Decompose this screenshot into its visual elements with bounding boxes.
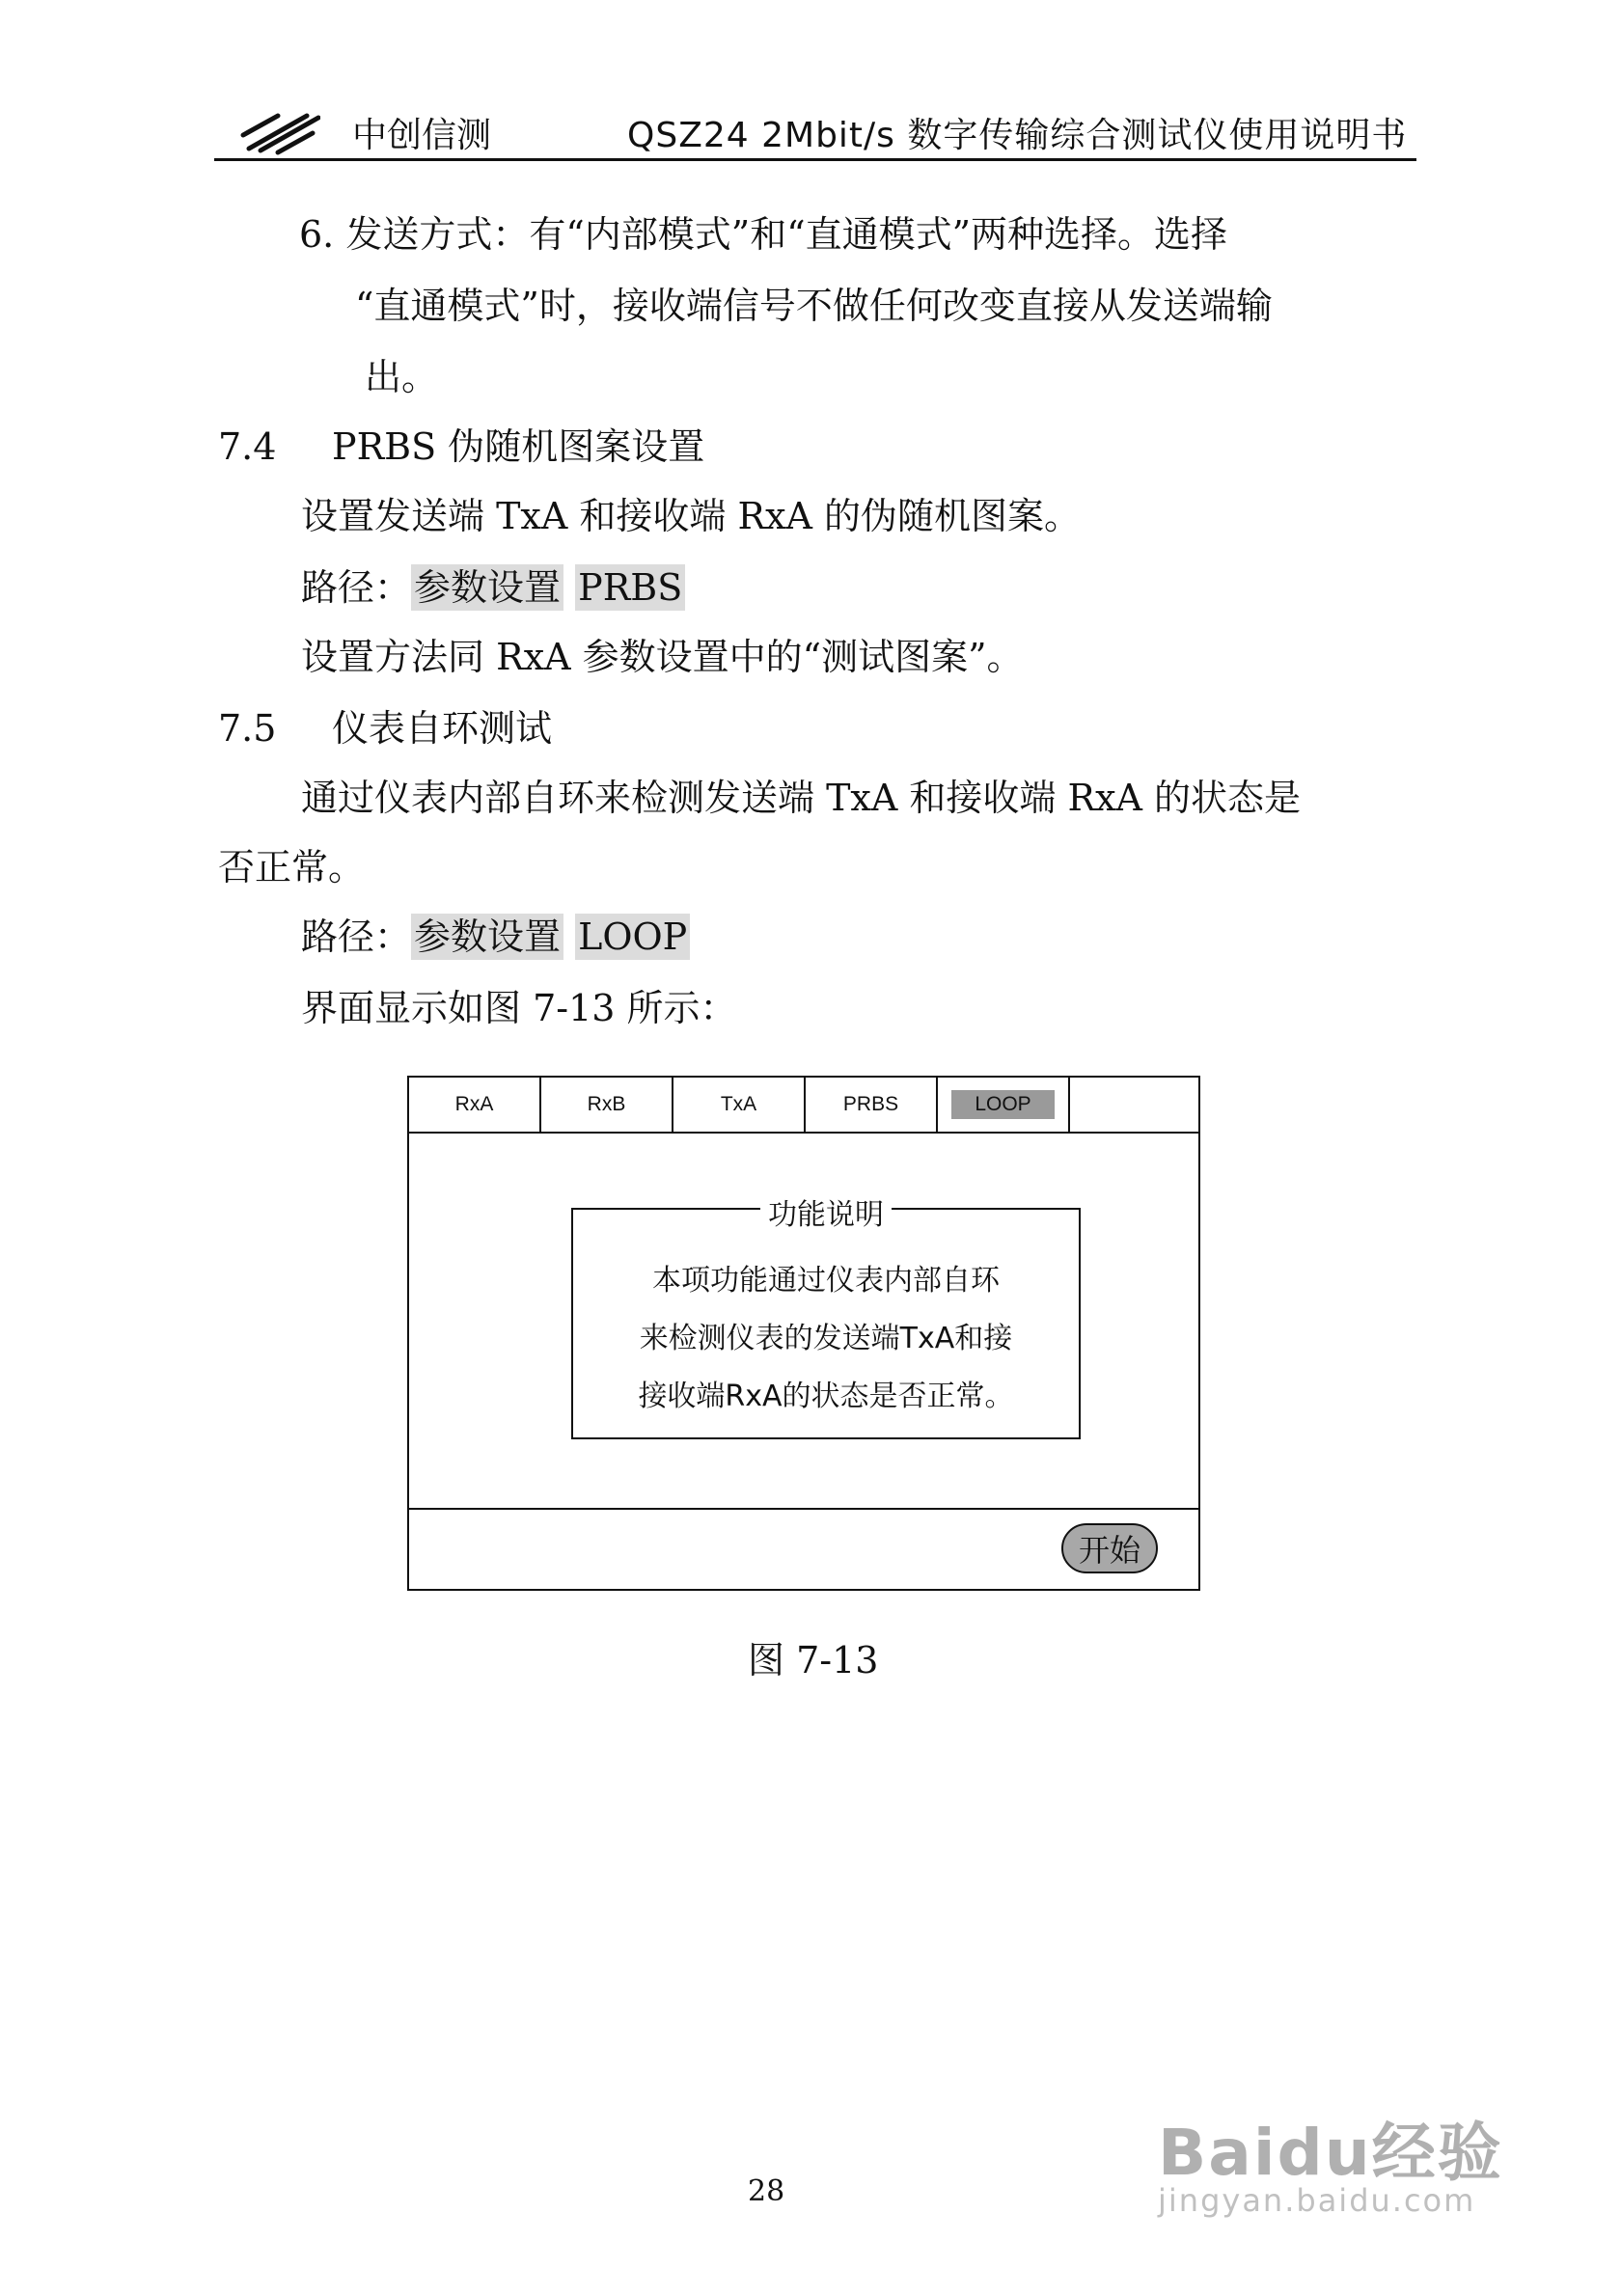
section-7-5-title: 仪表自环测试 [332, 707, 553, 750]
section-7-5-display: 界面显示如图 7-13 所示： [301, 987, 737, 1029]
path-label: 路径： [301, 916, 412, 958]
company-logo-icon [239, 108, 320, 158]
tab-prbs[interactable]: PRBS [806, 1078, 938, 1132]
tab-rxa[interactable]: RxA [409, 1078, 541, 1132]
function-description-title: 功能说明 [760, 1198, 892, 1232]
bottom-divider [409, 1508, 1198, 1510]
section-7-5-number: 7.5 [218, 707, 277, 750]
section-7-4-path [301, 566, 685, 609]
section-7-5-path [301, 916, 690, 958]
tab-rxb[interactable]: RxB [541, 1078, 673, 1132]
device-screen [407, 1076, 1200, 1591]
watermark-brand: Baidu经验 [1158, 2116, 1503, 2190]
tab-empty [1070, 1078, 1198, 1132]
function-description-line: 接收端RxA的状态是否正常。 [638, 1380, 1014, 1413]
section-7-5-desc2: 否正常。 [218, 846, 366, 888]
figure-caption: 图 7-13 [748, 1639, 879, 1681]
section-7-4-title: PRBS 伪随机图案设置 [332, 425, 705, 468]
header-rule [214, 158, 1416, 161]
path-param-settings: 参数设置 [411, 564, 563, 611]
section-7-4-desc: 设置发送端 TxA 和接收端 RxA 的伪随机图案。 [301, 495, 1082, 537]
tab-loop-selected: LOOP [951, 1090, 1054, 1119]
function-description-line: 本项功能通过仪表内部自环 [652, 1264, 1000, 1298]
function-description-box [571, 1198, 1081, 1439]
path-prbs: PRBS [575, 564, 685, 611]
item6-line2: “直通模式”时，接收端信号不做任何改变直接从发送端输 [355, 285, 1273, 327]
item6-line1: 6. 发送方式：有“内部模式”和“直通模式”两种选择。选择 [299, 213, 1228, 256]
header-company: 中创信测 [352, 116, 492, 155]
function-description-line: 来检测仪表的发送端TxA和接 [639, 1322, 1013, 1355]
start-button[interactable]: 开始 [1061, 1523, 1158, 1573]
tab-txa[interactable]: TxA [673, 1078, 806, 1132]
section-7-4-method: 设置方法同 RxA 参数设置中的“测试图案”。 [301, 636, 1024, 678]
tab-loop[interactable] [938, 1078, 1070, 1132]
page-number: 28 [748, 2174, 785, 2208]
item6-line3: 出。 [365, 356, 439, 398]
tab-bar [409, 1078, 1198, 1134]
path-label: 路径： [301, 566, 412, 609]
watermark-url: jingyan.baidu.com [1158, 2182, 1476, 2219]
section-7-4-number: 7.4 [218, 425, 277, 468]
section-7-5-desc1: 通过仪表内部自环来检测发送端 TxA 和接收端 RxA 的状态是 [301, 777, 1302, 819]
path-param-settings: 参数设置 [411, 914, 563, 960]
path-loop: LOOP [575, 914, 690, 960]
header-title: QSZ24 2Mbit/s 数字传输综合测试仪使用说明书 [627, 116, 1408, 155]
